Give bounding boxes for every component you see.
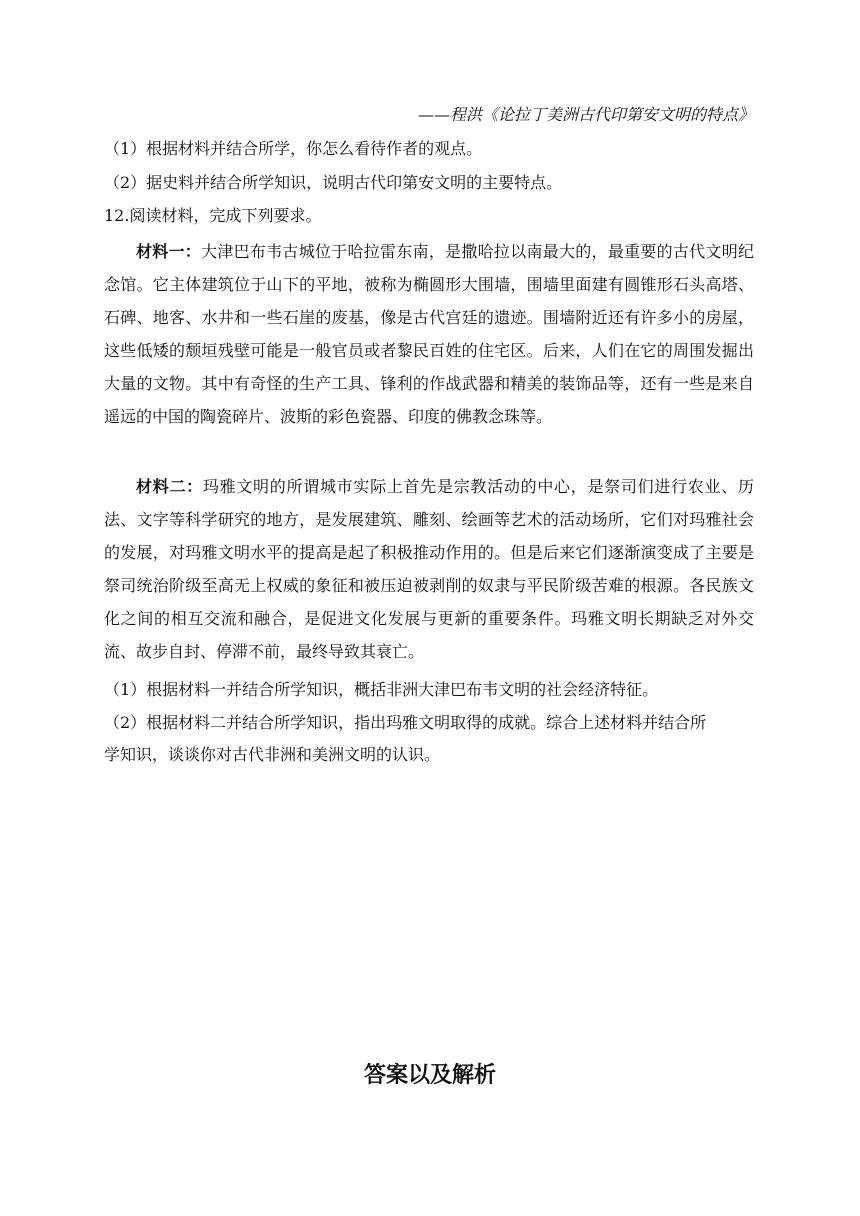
question-12-part-1: （1）根据材料一并结合所学知识，概括非洲大津巴布韦文明的社会经济特征。 — [104, 680, 659, 699]
source-citation: ——程洪《论拉丁美洲古代印第安文明的特点》 — [417, 105, 754, 124]
material-1-text: 大津巴布韦古城位于哈拉雷东南，是撒哈拉以南最大的，最重要的古代文明纪念馆。它主体建筑位于山下的平地，被称为椭圆形大围墙，围墙里面建有圆锥形石头高塔、石碑、地客、水井和一些石崖的废基，像是古代宫廷的遗迹。围墙附近还有许多小的房屋，这些低矮的颓垣残壁可能是一般官员或者黎民百姓的住宅区。后来，人们在它的周围发掘出大量的文物。其中有奇怪的生产工具、锋利的作战武器和精美的装饰品等，还有一些是来自遥远的中国的陶瓷碎片、波斯的彩色瓷器、印度的佛教念珠等。 — [104, 242, 754, 426]
question-12-part-2-line-2: 学知识，谈谈你对古代非洲和美洲文明的认识。 — [104, 745, 441, 764]
question-12-title: 12.阅读材料，完成下列要求。 — [104, 206, 322, 225]
material-1-paragraph — [104, 235, 754, 433]
question-11-part-1: （1）根据材料并结合所学，你怎么看待作者的观点。 — [104, 139, 483, 158]
question-12-part-2-line-1: （2）根据材料二并结合所学知识，指出玛雅文明取得的成就。综合上述材料并结合所 — [104, 713, 707, 732]
material-2-label: 材料二： — [136, 477, 203, 496]
material-2-paragraph — [104, 470, 754, 668]
answer-section-heading: 答案以及解析 — [363, 1063, 496, 1088]
question-11-part-2: （2）据史料并结合所学知识，说明古代印第安文明的主要特点。 — [104, 173, 563, 192]
material-2-text: 玛雅文明的所谓城市实际上首先是宗教活动的中心，是祭司们进行农业、历法、文字等科学研究的地方，是发展建筑、雕刻、绘画等艺术的活动场所，它们对玛雅社会的发展，对玛雅文明水平的提高是起了积极推动作用的。但是后来它们逐渐演变成了主要是祭司统治阶级至高无上权威的象征和被压迫被剥削的奴隶与平民阶级苦难的根源。各民族文化之间的相互交流和融合，是促进文化发展与更新的重要条件。玛雅文明长期缺乏对外交流、故步自封、停滞不前，最终导致其衰亡。 — [104, 477, 754, 661]
material-1-label: 材料一： — [136, 242, 202, 261]
